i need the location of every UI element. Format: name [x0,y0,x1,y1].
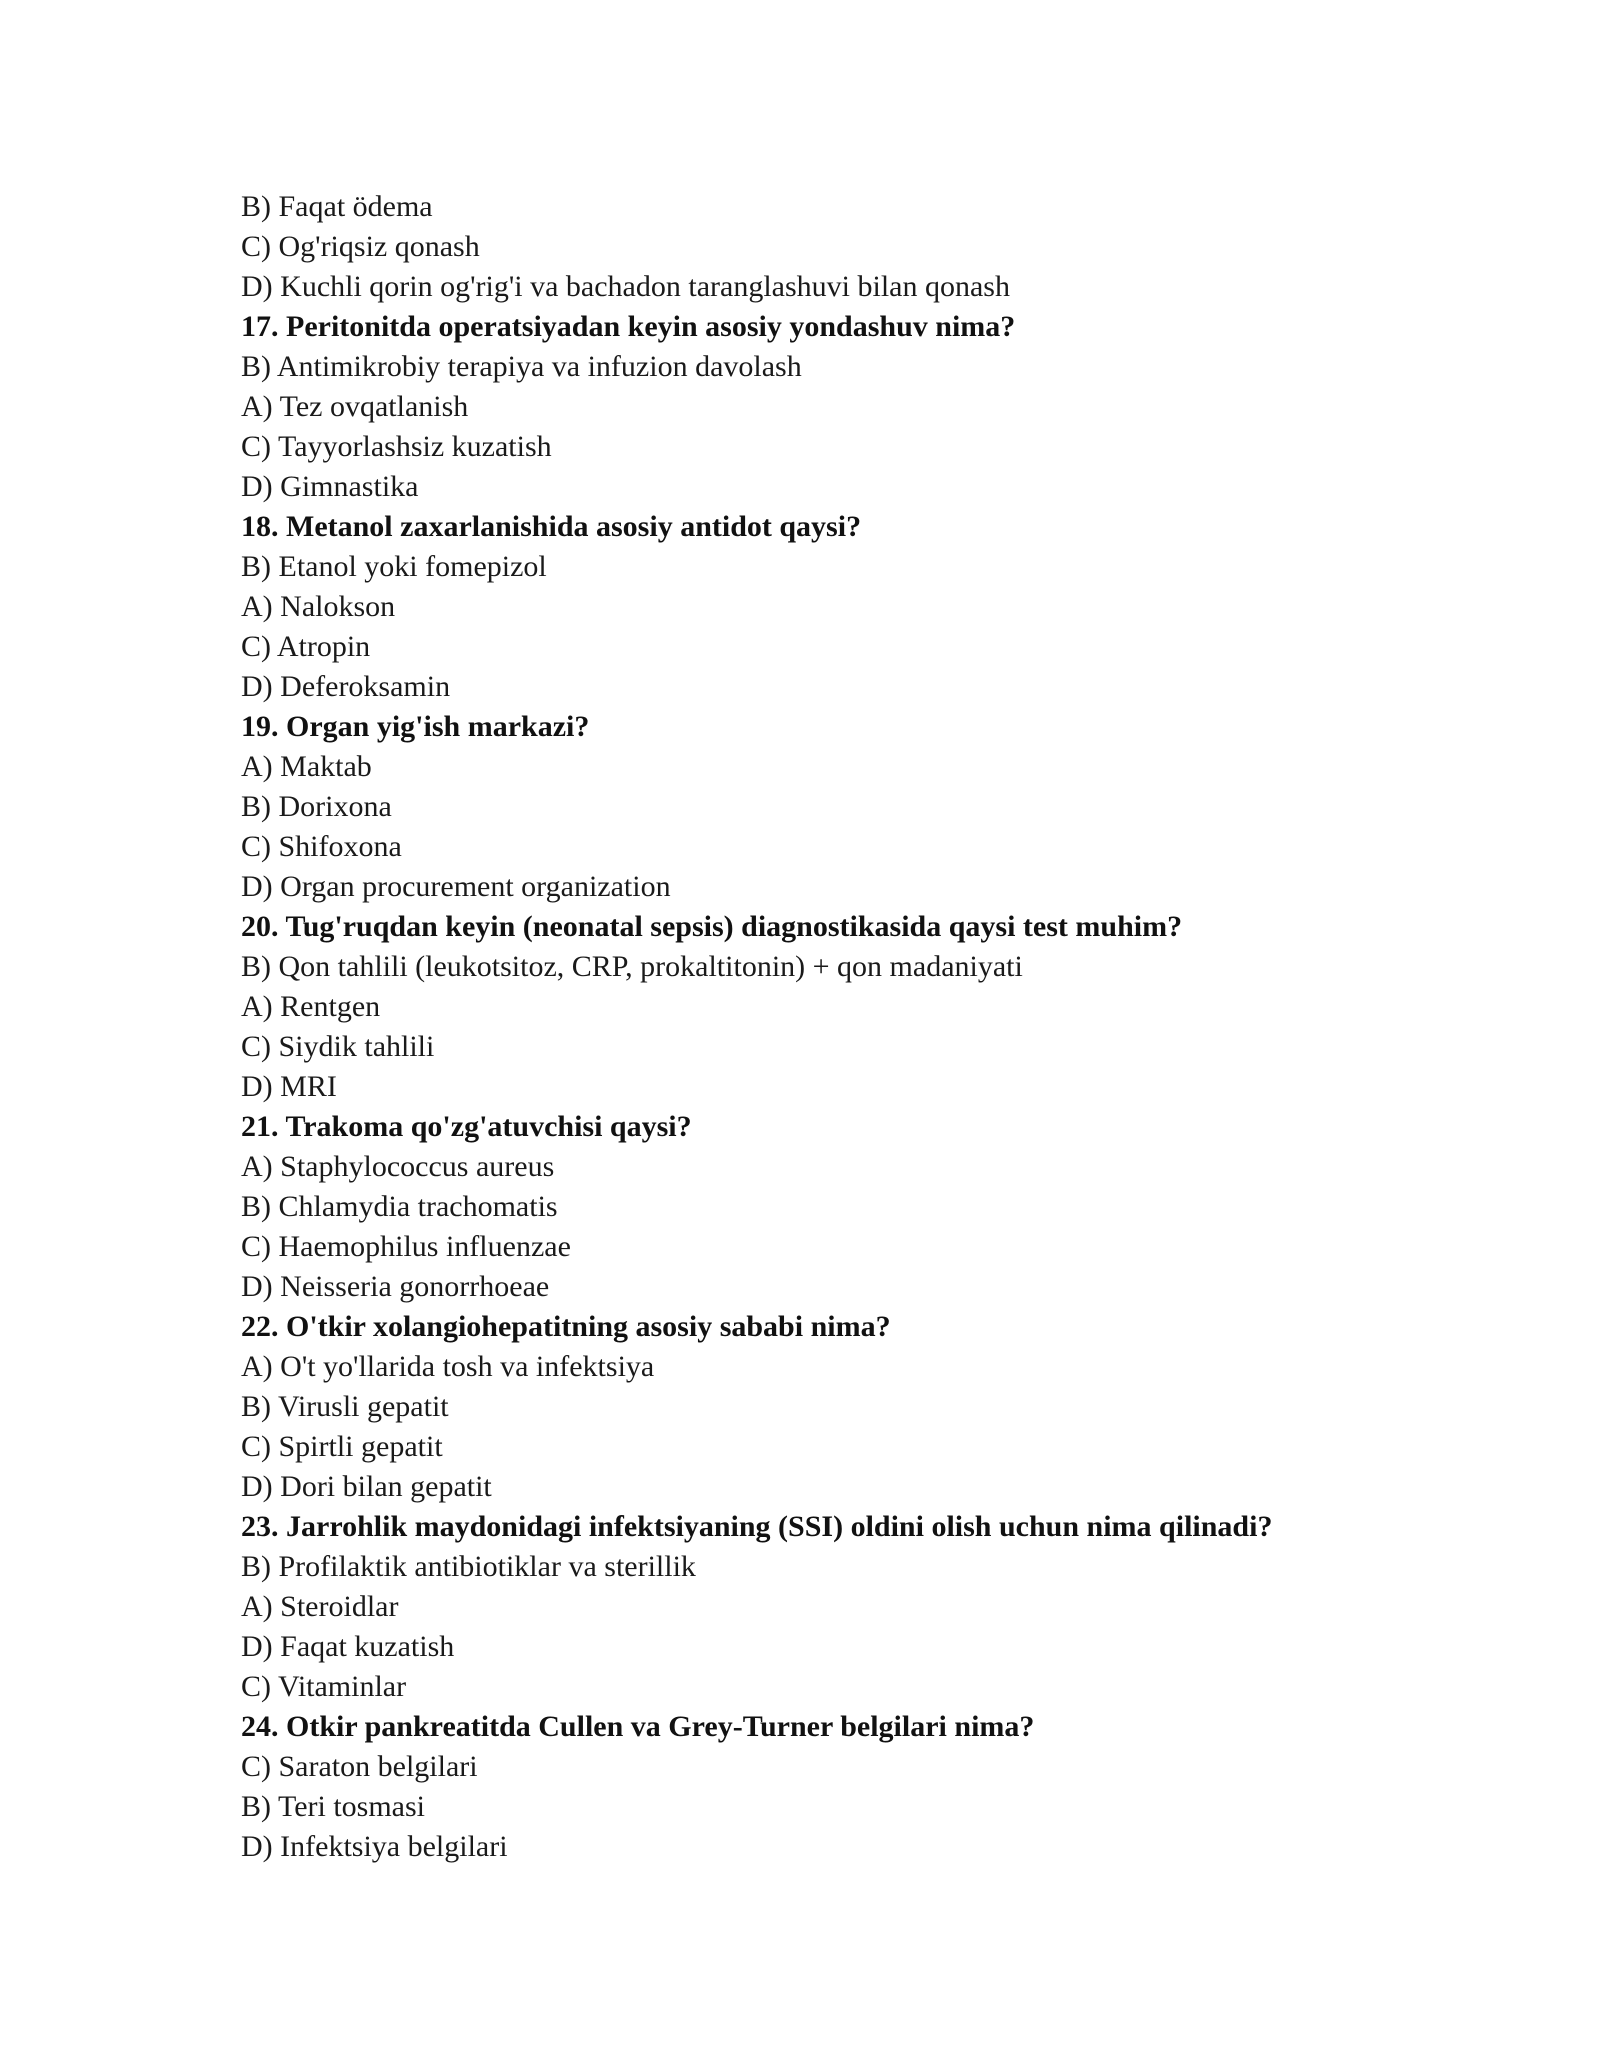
question-heading: 17. Peritonitda operatsiyadan keyin asosiy yondashuv nima? [241,310,1016,343]
question-heading: 18. Metanol zaxarlanishida asosiy antidot qaysi? [241,510,862,543]
answer-option: B) Teri tosmasi [241,1790,425,1823]
answer-option: C) Haemophilus influenzae [241,1230,571,1263]
answer-option: B) Qon tahlili (leukotsitoz, CRP, prokaltitonin) + qon madaniyati [241,950,1023,983]
answer-option: B) Etanol yoki fomepizol [241,550,547,583]
answer-option: B) Virusli gepatit [241,1390,449,1423]
answer-option: D) Faqat kuzatish [241,1630,455,1663]
answer-option: A) Steroidlar [241,1590,399,1623]
answer-option: B) Dorixona [241,790,392,823]
question-heading: 22. O'tkir xolangiohepatitning asosiy sababi nima? [241,1310,891,1343]
answer-option: A) Maktab [241,750,372,783]
answer-option: D) Organ procurement organization [241,870,671,903]
question-heading: 19. Organ yig'ish markazi? [241,710,590,743]
question-heading: 24. Otkir pankreatitda Cullen va Grey-Turner belgilari nima? [241,1710,1035,1743]
answer-option: C) Vitaminlar [241,1670,407,1703]
answer-option: D) Infektsiya belgilari [241,1830,508,1863]
answer-option: C) Atropin [241,630,371,663]
answer-option: C) Tayyorlashsiz kuzatish [241,430,552,463]
question-heading: 21. Trakoma qo'zg'atuvchisi qaysi? [241,1110,692,1143]
answer-option: A) Tez ovqatlanish [241,390,469,423]
answer-option: D) MRI [241,1070,337,1103]
answer-option: C) Spirtli gepatit [241,1430,443,1463]
answer-option: C) Siydik tahlili [241,1030,435,1063]
answer-option: A) Nalokson [241,590,396,623]
question-heading: 23. Jarrohlik maydonidagi infektsiyaning (SSI) oldini olish uchun nima qilinadi? [241,1510,1273,1543]
answer-option: D) Kuchli qorin og'rig'i va bachadon taranglashuvi bilan qonash [241,270,1010,303]
answer-option: C) Og'riqsiz qonash [241,230,480,263]
question-heading: 20. Tug'ruqdan keyin (neonatal sepsis) diagnostikasida qaysi test muhim? [241,910,1183,943]
answer-option: A) O't yo'llarida tosh va infektsiya [241,1350,655,1383]
answer-option: B) Antimikrobiy terapiya va infuzion davolash [241,350,802,383]
answer-option: C) Shifoxona [241,830,402,863]
answer-option: D) Neisseria gonorrhoeae [241,1270,550,1303]
answer-option: D) Gimnastika [241,470,419,503]
answer-option: A) Rentgen [241,990,381,1023]
quiz-content [241,187,1441,1867]
answer-option: A) Staphylococcus aureus [241,1150,555,1183]
answer-option: B) Faqat ödema [241,190,433,223]
answer-option: D) Dori bilan gepatit [241,1470,492,1503]
answer-option: C) Saraton belgilari [241,1750,478,1783]
answer-option: B) Profilaktik antibiotiklar va sterillik [241,1550,696,1583]
answer-option: D) Deferoksamin [241,670,451,703]
answer-option: B) Chlamydia trachomatis [241,1190,558,1223]
